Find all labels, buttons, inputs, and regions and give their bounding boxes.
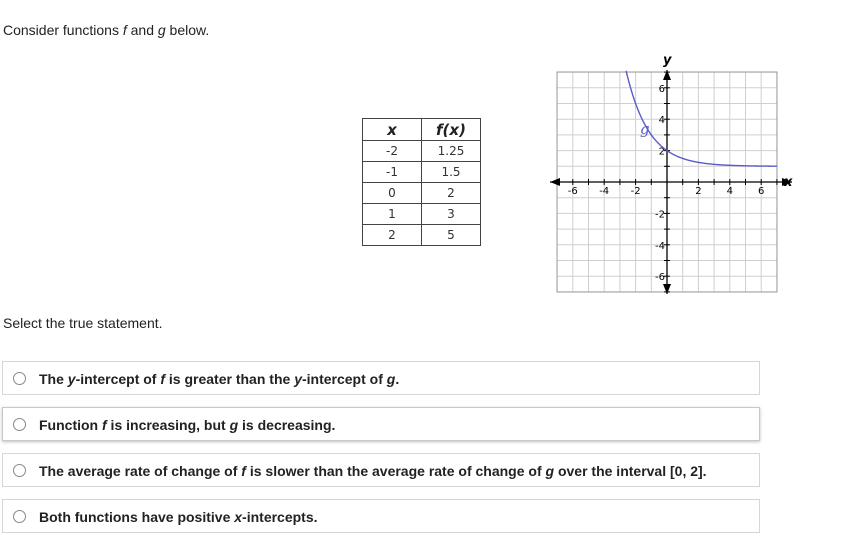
option-label: Function f is increasing, but g is decreasing. bbox=[39, 417, 336, 433]
cell-fx: 1.25 bbox=[422, 141, 481, 162]
y-tick-label: -2 bbox=[655, 209, 665, 221]
y-tick-label: -4 bbox=[655, 240, 665, 252]
prompt-g: g bbox=[157, 22, 166, 38]
radio-button[interactable] bbox=[13, 418, 26, 431]
table-header-row bbox=[363, 119, 481, 141]
cell-x: 0 bbox=[363, 183, 422, 204]
y-tick-label: 4 bbox=[658, 115, 665, 127]
y-tick-label: -6 bbox=[655, 272, 665, 284]
table-row bbox=[363, 162, 481, 183]
table-row bbox=[363, 141, 481, 162]
prompt-text-1: Consider functions bbox=[3, 22, 123, 38]
answer-option-1[interactable] bbox=[2, 361, 760, 395]
radio-button[interactable] bbox=[13, 464, 26, 477]
radio-button[interactable] bbox=[13, 510, 26, 523]
prompt-f: f bbox=[122, 22, 127, 38]
cell-x: -2 bbox=[363, 141, 422, 162]
radio-button[interactable] bbox=[13, 372, 26, 385]
curve-label-g: g bbox=[640, 120, 650, 138]
x-axis-label: x bbox=[784, 175, 793, 190]
cell-fx: 1.5 bbox=[422, 162, 481, 183]
option-label: Both functions have positive x-intercepts. bbox=[39, 509, 318, 525]
cell-fx: 5 bbox=[422, 225, 481, 246]
prompt-text-2: and bbox=[126, 22, 158, 38]
x-tick-label: 6 bbox=[758, 186, 765, 197]
table-row bbox=[363, 204, 481, 225]
x-tick-label: -2 bbox=[630, 186, 641, 197]
header-x: x bbox=[363, 119, 422, 141]
option-label: The average rate of change of f is slower than the average rate of change of g over the interval [0, 2]. bbox=[39, 463, 707, 479]
graph-tick-labels bbox=[568, 84, 765, 283]
table-row bbox=[363, 225, 481, 246]
cell-fx: 3 bbox=[422, 204, 481, 225]
answer-option-3[interactable] bbox=[2, 453, 760, 487]
x-tick-label: 2 bbox=[695, 186, 702, 197]
y-tick-label: 2 bbox=[658, 146, 665, 158]
cell-x: 1 bbox=[363, 204, 422, 225]
select-instruction: Select the true statement. bbox=[3, 315, 163, 331]
graph-of-g bbox=[550, 48, 800, 298]
header-fx: f(x) bbox=[422, 119, 481, 141]
question-prompt bbox=[3, 22, 209, 38]
y-tick-label: 6 bbox=[658, 83, 665, 95]
g-curve bbox=[626, 71, 777, 166]
answer-option-4[interactable] bbox=[2, 499, 760, 533]
prompt-text-3: below. bbox=[165, 22, 210, 38]
answer-option-2[interactable] bbox=[2, 407, 760, 441]
x-tick-label: 4 bbox=[726, 186, 733, 197]
option-label: The y-intercept of f is greater than the y-intercept of g. bbox=[39, 371, 400, 387]
cell-fx: 2 bbox=[422, 183, 481, 204]
answer-options bbox=[2, 361, 760, 545]
cell-x: 2 bbox=[363, 225, 422, 246]
function-f-table bbox=[362, 118, 481, 246]
x-axis-arrow-left bbox=[550, 178, 560, 186]
x-tick-label: -4 bbox=[599, 186, 610, 197]
table-row bbox=[363, 183, 481, 204]
x-tick-label: -6 bbox=[567, 186, 578, 197]
y-axis-label: y bbox=[663, 53, 672, 68]
cell-x: -1 bbox=[363, 162, 422, 183]
